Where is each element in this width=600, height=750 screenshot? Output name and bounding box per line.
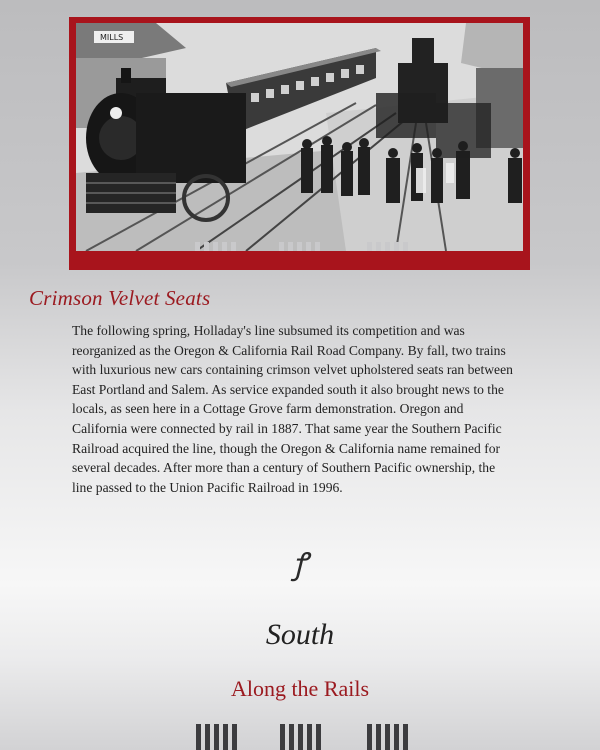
frame-bars-left: [195, 242, 236, 251]
section-title: Crimson Velvet Seats: [29, 286, 211, 310]
footer-title: South: [265, 618, 335, 651]
station-sign: MILLS: [100, 33, 124, 42]
section-body: The following spring, Holladay's line subsumed its competition and was reorganized as the Oregon & California Rail Road Company. By fall, two trains with luxurious new cars containing crimson velvet upholstered seats ran between East Portland and Salem. As service expanded south it also brought news to the locals, as seen here in a Cottage Grove farm demonstration. Oregon and California were connected by rail in 1887. That same year the Southern Pacific Railroad acquired the line, though the Oregon & California name remained for several decades. After more than a century of Southern Pacific ownership, the line passed to the Union Pacific Railroad in 1996.: [72, 323, 513, 495]
photo-frame: [69, 17, 530, 270]
bottom-bars-right: [367, 724, 408, 750]
bottom-bars-left: [196, 724, 237, 750]
ornament-flourish: ꝭ: [292, 548, 308, 581]
frame-bars-right: [367, 242, 408, 251]
train-station-illustration: [76, 23, 523, 251]
historic-train-photo: [76, 23, 523, 251]
frame-bars-center: [279, 242, 320, 251]
bottom-bars-center: [280, 724, 321, 750]
footer-subtitle: Along the Rails: [230, 676, 370, 701]
